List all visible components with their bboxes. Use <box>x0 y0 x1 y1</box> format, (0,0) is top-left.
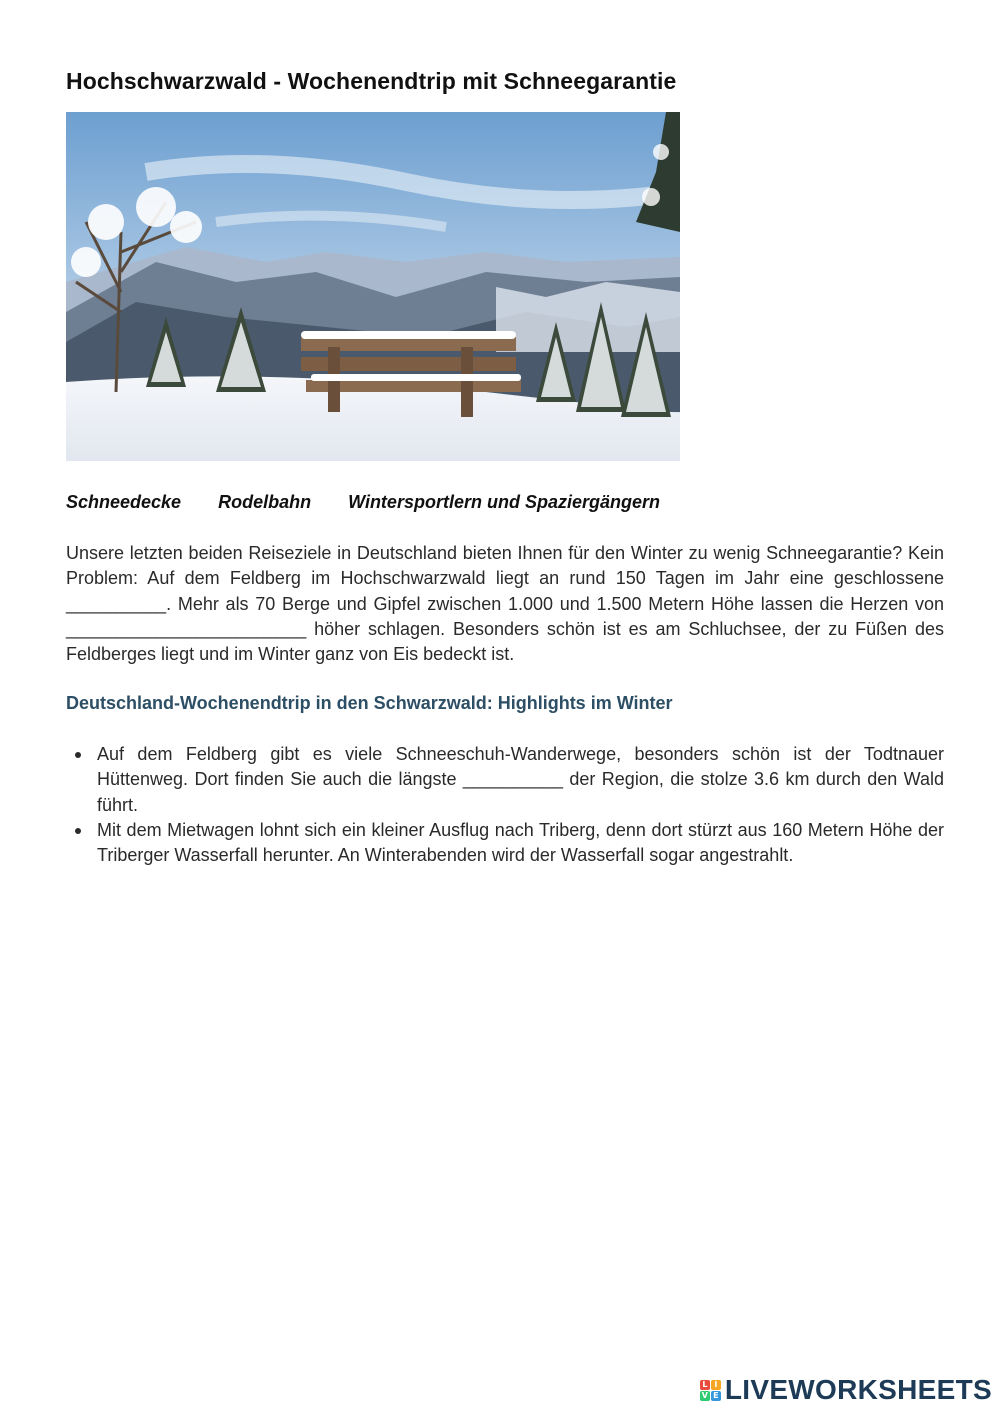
paragraph-text: Unsere letzten beiden Reiseziele in Deutschland bieten Ihnen für den Winter zu wenig Schneegarantie? Kein Problem: Auf dem Feldberg im Hochschwarzwald liegt an rund 150 Tagen im Jahr eine geschlossene <box>66 543 944 589</box>
list-item <box>97 818 944 869</box>
section-heading: Deutschland-Wochenendtrip in den Schwarzwald: Highlights im Winter <box>66 693 673 713</box>
liveworksheets-logo <box>700 1374 992 1406</box>
word-bank-item[interactable]: Rodelbahn <box>218 492 312 512</box>
blank-field[interactable]: __________ <box>66 593 167 614</box>
intro-paragraph <box>66 541 944 667</box>
winter-landscape-photo <box>66 112 680 461</box>
blank-field[interactable]: __________ <box>462 769 564 790</box>
list-item <box>97 742 944 818</box>
logo-letter: E <box>711 1391 721 1401</box>
highlights-list <box>66 742 944 868</box>
logo-letter: V <box>701 1391 708 1400</box>
page-title: Hochschwarzwald - Wochenendtrip mit Schneegarantie <box>66 68 677 94</box>
list-text: der Region, die stolze 3.6 km durch den Wald führt. <box>97 769 944 815</box>
list-text: Auf dem Feldberg gibt es viele Schneeschuh-Wanderwege, besonders schön ist der Todtnauer Hüttenweg. Dort finden Sie auch die längste <box>97 744 944 790</box>
bullet-icon <box>75 752 81 758</box>
word-bank-item[interactable]: Schneedecke <box>66 492 182 512</box>
logo-mark-icon <box>700 1380 721 1401</box>
paragraph-text: höher schlagen. Besonders schön ist es am Schluchsee, der zu Füßen des Feldberges liegt und im Winter ganz von Eis bedeckt ist. <box>66 618 944 665</box>
word-bank <box>66 492 692 513</box>
blank-field[interactable]: ________________________ <box>66 618 307 639</box>
bullet-icon <box>75 828 81 834</box>
list-text: Mit dem Mietwagen lohnt sich ein kleiner Ausflug nach Triberg, denn dort stürzt aus 160 Metern Höhe der Triberger Wasserfall herunter. An Winterabenden wird der Wasserfall sogar angestrahlt. <box>97 819 944 866</box>
paragraph-text: . Mehr als 70 Berge und Gipfel zwischen 1.000 und 1.500 Metern Höhe lassen die Herzen von <box>166 593 944 614</box>
word-bank-item[interactable]: Wintersportlern und Spaziergängern <box>348 492 660 512</box>
logo-letter: L <box>700 1380 710 1390</box>
logo-text: LIVEWORKSHEETS <box>724 1374 992 1405</box>
logo-letter: I <box>711 1380 721 1390</box>
